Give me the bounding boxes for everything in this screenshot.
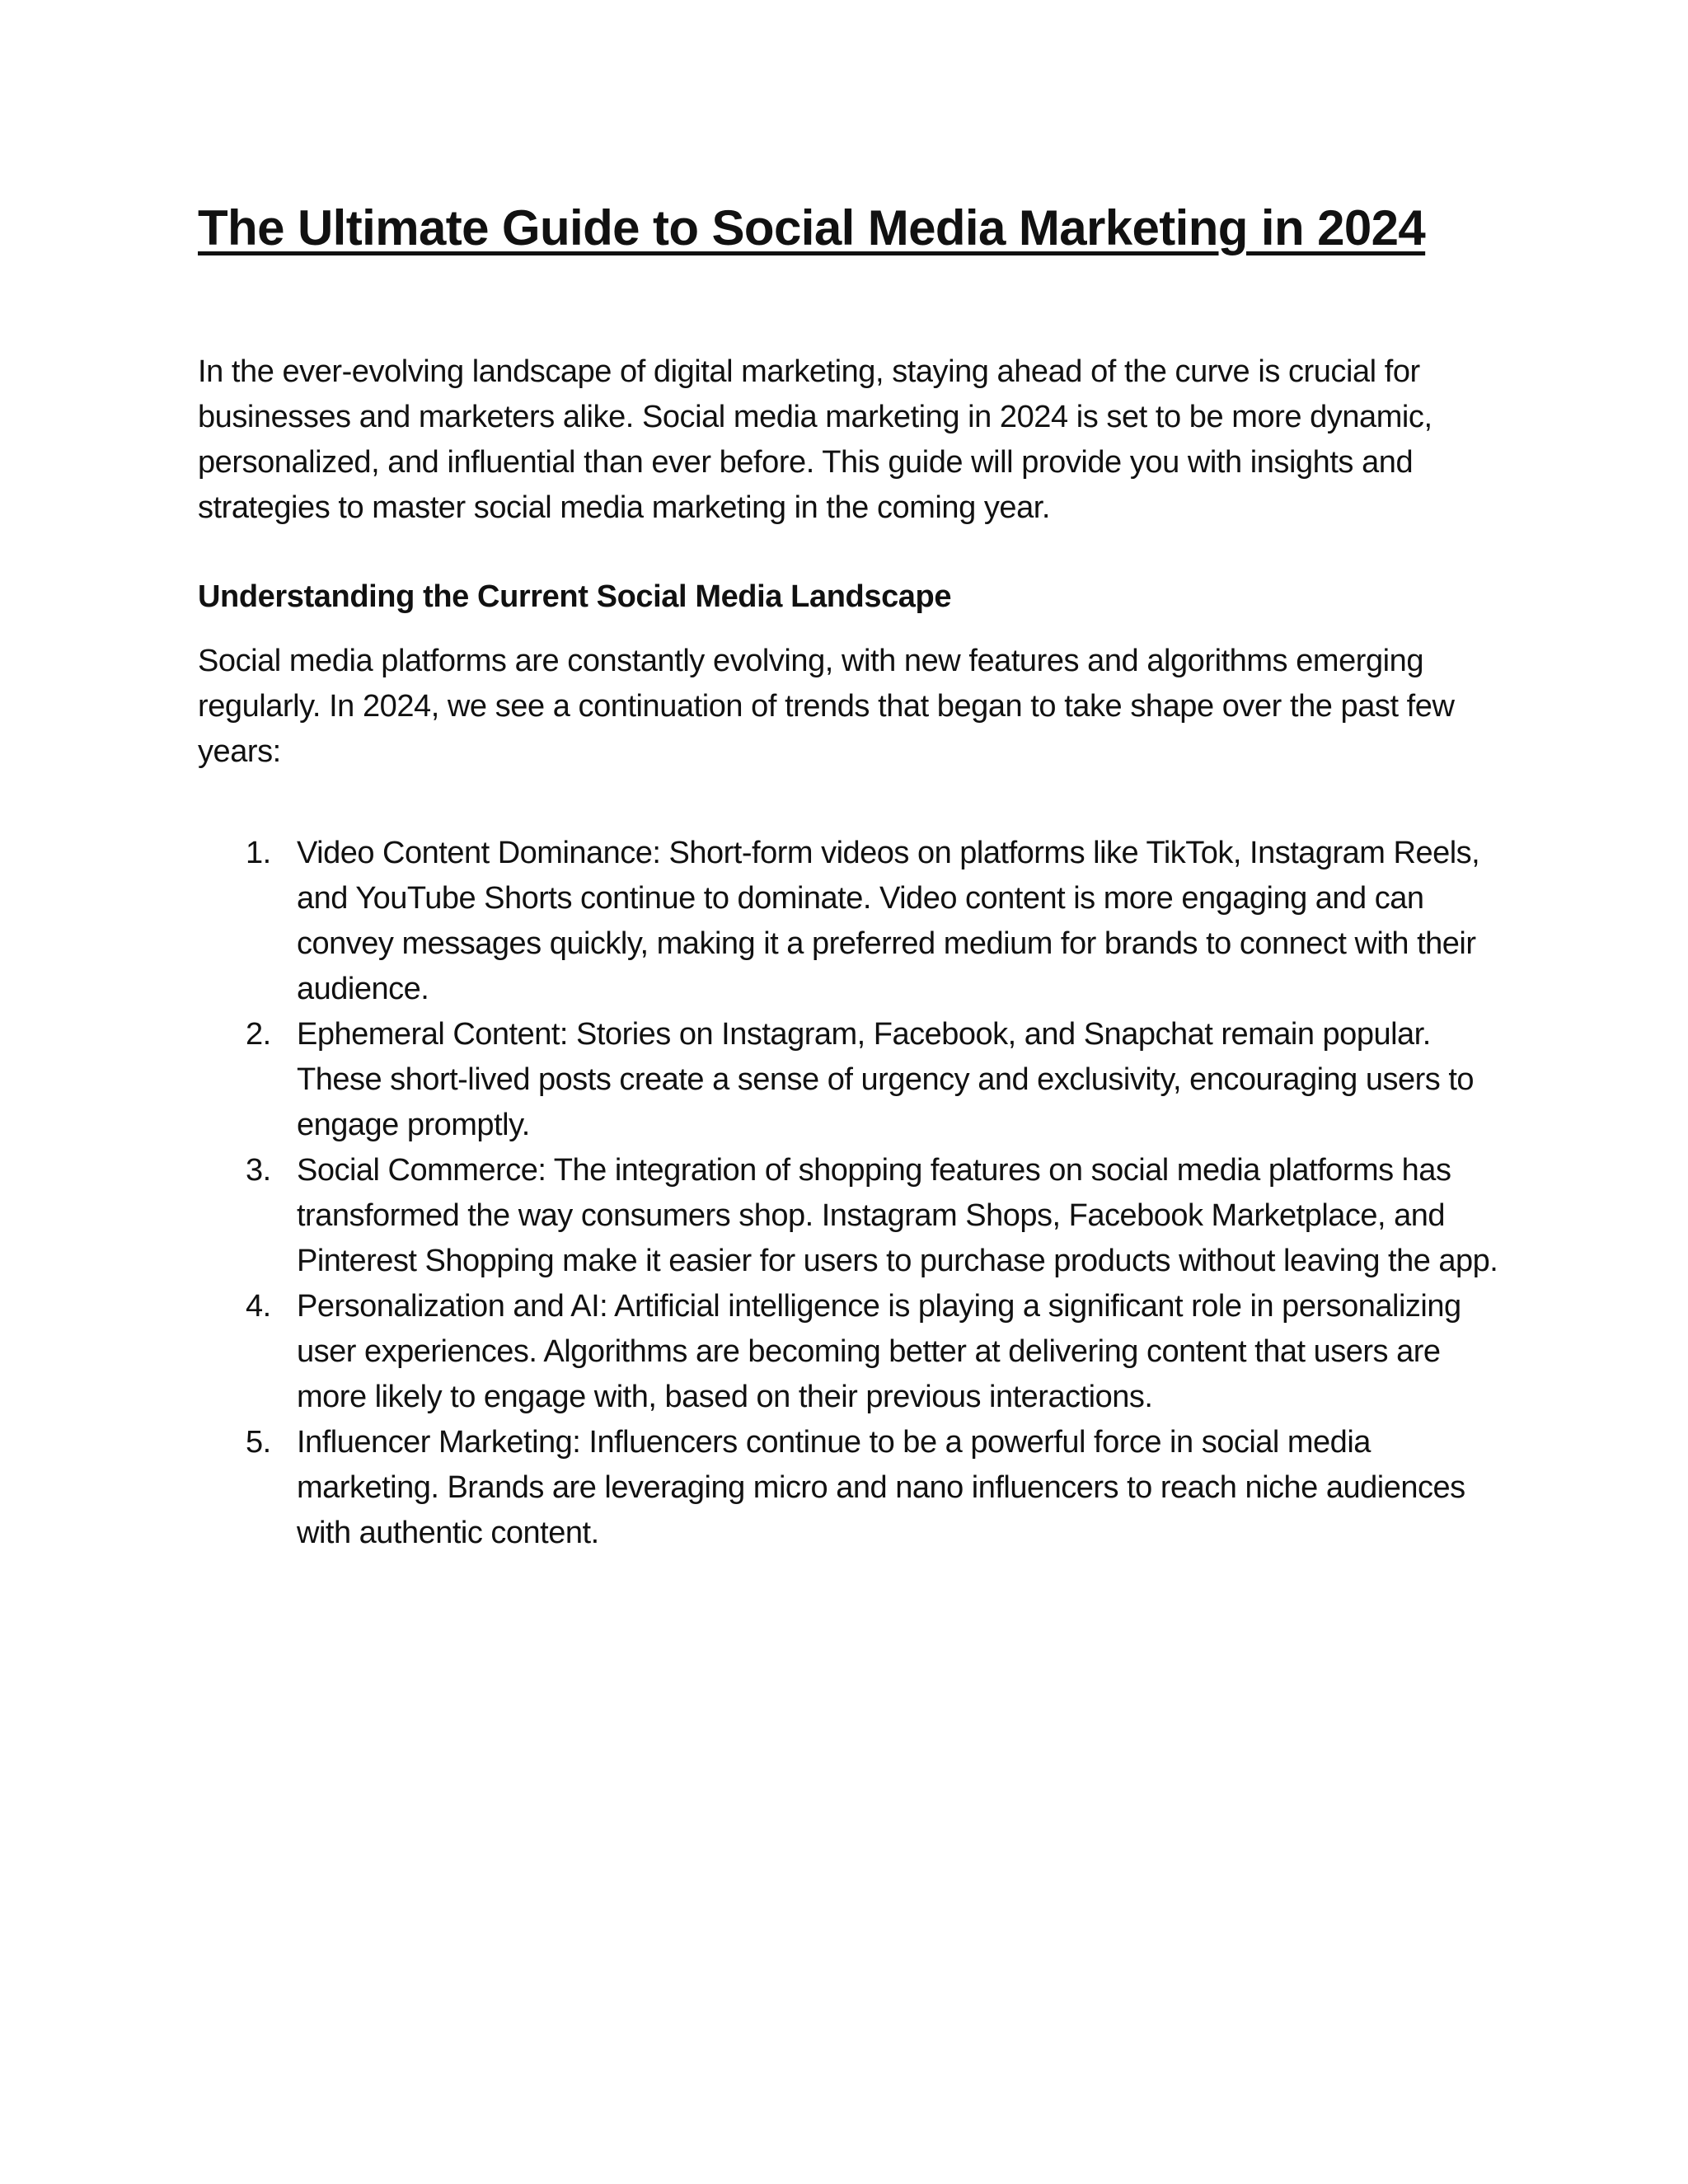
section-paragraph: Social media platforms are constantly evolving, with new features and algorithms emerging regularly. In 2024, we see a continuation of trends that began to take shape over the past few years: — [198, 644, 1455, 769]
trend-number: 5. — [246, 1425, 271, 1460]
trend-number: 3. — [246, 1153, 271, 1188]
trend-list — [198, 831, 1517, 1556]
trend-item-personalization-ai — [198, 1284, 1517, 1420]
trend-number: 4. — [246, 1289, 271, 1324]
trend-text: Personalization and AI: Artificial intelligence is playing a significant role in personalizing user experiences. Algorithms are becoming better at delivering content that users are more likely to engage with, based on their previous interactions. — [297, 1289, 1461, 1414]
trend-text: Social Commerce: The integration of shopping features on social media platforms has transformed the way consumers shop. Instagram Shops, Facebook Marketplace, and Pinterest Shopping make it easier for users to purchase products without leaving the app. — [297, 1153, 1498, 1278]
trend-number: 1. — [246, 836, 271, 870]
trend-item-influencer-marketing — [198, 1420, 1517, 1556]
trend-text: Video Content Dominance: Short-form videos on platforms like TikTok, Instagram Reels, and YouTube Shorts continue to dominate. Video content is more engaging and can convey messages quickly, making it a preferred medium for brands to connect with their audience. — [297, 836, 1480, 1006]
intro-paragraph: In the ever-evolving landscape of digital marketing, staying ahead of the curve is crucial for businesses and marketers alike. Social media marketing in 2024 is set to be more dynamic, personalized, and influential than ever before. This guide will provide you with insights and strategies to master social media marketing in the coming year. — [198, 354, 1432, 525]
trend-item-ephemeral-content — [198, 1012, 1517, 1148]
trend-text: Ephemeral Content: Stories on Instagram, Facebook, and Snapchat remain popular. These short-lived posts create a sense of urgency and exclusivity, encouraging users to engage promptly. — [297, 1017, 1475, 1142]
trend-number: 2. — [246, 1017, 271, 1052]
section-heading: Understanding the Current Social Media Landscape — [198, 579, 952, 614]
document-title: The Ultimate Guide to Social Media Marketing in 2024 — [198, 200, 1426, 255]
trend-text: Influencer Marketing: Influencers continue to be a powerful force in social media marketing. Brands are leveraging micro and nano influencers to reach niche audiences with authentic content. — [297, 1425, 1465, 1550]
document-content — [198, 191, 1517, 1556]
trend-item-social-commerce — [198, 1148, 1517, 1284]
trend-item-video-content — [198, 831, 1517, 1012]
